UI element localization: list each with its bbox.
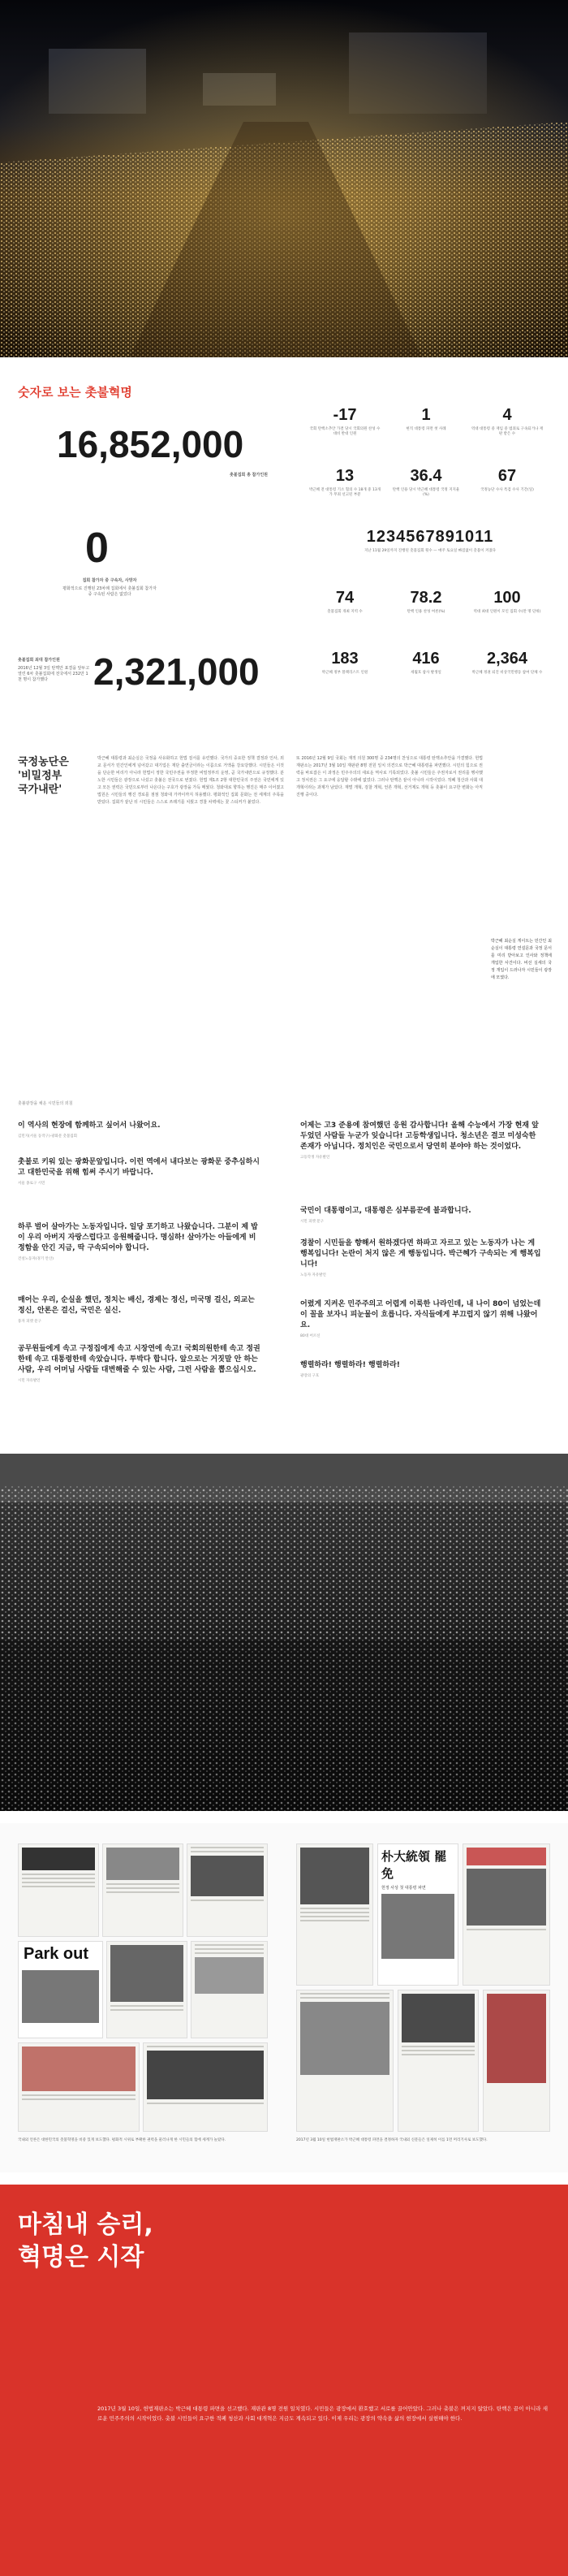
newspaper-clip — [463, 1843, 550, 1986]
quote-right-3: 경찰이 시민들을 향해서 원하겠다면 하파고 자르고 있는 노동자가 나는 게 행복입니다! 논란이 처지 않은 게 행동입니다. 박근혜가 구속되는 게 행복입니다! 노동자 자유발언 — [300, 1239, 541, 1277]
stat-item: 4 역대 대통령 중 재임 중 범죄로 구속되거나 재판 받은 수 — [471, 406, 544, 437]
quote-right-2: 국민이 대통령이고, 대통령은 심부름꾼에 불과합니다. 시민 피켓 문구 — [300, 1207, 471, 1224]
stat-item: 78.2 탄핵 인용 찬성 여론(%) — [407, 589, 445, 614]
newspapers-left-caption: 국내외 언론은 대한민국의 촛불혁명을 비중 있게 보도했다. 평화적 시위로 부패한 권력을 물러나게 한 시민들의 힘에 세계가 놀랐다. — [18, 2138, 226, 2142]
newspaper-clip — [398, 1990, 479, 2132]
closing-title: 마침내 승리, 혁명은 시작 — [18, 2211, 153, 2271]
stat-item: 13 박근혜 전 대통령 기소 혐의 수 18개 중 13개가 무죄 선고된 부분 — [308, 467, 381, 498]
newspaper-clip — [296, 1843, 373, 1986]
park-out-headline: Park out — [24, 1945, 89, 1963]
stat-zero-caption: 집회 참가자 중 구속자, 사망자 — [82, 578, 137, 583]
stat-item: 1 현직 대통령 파면 첫 사례 — [406, 406, 446, 431]
essay-column-1: 박근혜 대통령과 최순실은 국정을 사유화하고 헌법 질서를 유린했다. 국가의 중요한 정책 결정과 인사, 외교 문서가 민간인에게 넘어갔고 대기업은 재단 출연금이라는 이름으로 거액을 강요당했다. 시민들은 이것을 단순한 비리가 아니라 헌법이 정한 국민주권을 부정한 비밀정부의 운영, 곧 국가내란으로 규정했다. 분노한 시민들은 광장으로 나섰고 촛불은 전국으로 번졌다. 헌법 제1조 2항 대한민국의 주권은 국민에게 있고 모든 권력은 국민으로부터 나온다는 구호가 광장을 가득 메웠다. 청와대로 향하는 행진은 매주 이어졌고 법원은 시민들의 행진 경로를 점점 청와대 가까이까지 허용했다. 평화적인 집회 문화는 전 세계의 주목을 받았다. 집회가 끝난 뒤 시민들은 스스로 쓰레기를 치웠고 경찰 차벽에는 꽃 스티커가 붙었다. — [97, 756, 284, 805]
section-title: 숫자로 보는 촛불혁명 — [18, 385, 132, 400]
quote-right-5: 행렬하라! 행렬하라! 행렬하라! 광장의 구호 — [300, 1361, 400, 1378]
stat-item-sequence: 1234567891011 지난 11월 29일까지 진행된 촛불집회 횟수 — 매주 토요일 빠짐없이 촛불이 켜졌다 — [364, 528, 497, 553]
newspaper-impeached — [377, 1843, 458, 1986]
stat-item: 74 촛불집회 개최 지역 수 — [327, 589, 363, 614]
bw-crowd-photo — [0, 1454, 568, 1811]
newspaper-clip — [296, 1990, 394, 2132]
newspaper-clip — [143, 2042, 268, 2132]
newspaper-clip — [483, 1990, 550, 2132]
stat-max-caption-detail: 2016년 12월 3일 탄핵안 표결을 앞두고 열린 6차 촛불집회에 전국에서 232만 1천 명이 참가했다 — [18, 666, 90, 682]
stats-page — [0, 365, 568, 723]
quote-right-1: 어제는 고3 준용에 참여했던 응원 감사합니다! 올해 수능에서 가장 현재 앞두었던 사람들 누군가 잊습니다! 고등학생입니다. 청소년은 결코 미성숙한 존재가 아닙니다. 정치인은 국민으로서 당연히 분야야 하는 것이었다. 고등학생 자유발언 — [300, 1122, 539, 1160]
newspapers-right-caption: 2017년 3월 10일 헌법재판소가 박근혜 대통령 파면을 결정하자 국내외 신문들은 일제히 이를 1면 머리기사로 보도했다. — [296, 2138, 488, 2142]
quotes-page — [0, 1084, 568, 1437]
newspaper-clip — [106, 1941, 187, 2038]
essay-sidebar: 박근혜 최순실 게이트는 민간인 최순실이 대통령 연설문과 국정 문서를 미리 받아보고 인사와 정책에 개입한 사건이다. 비선 실세의 국정 개입이 드러나자 시민들이 광장에 모였다. — [491, 939, 552, 980]
top-crowd-photo — [0, 0, 568, 357]
stat-item: 67 국정농단 수사 특검 수사 기간(일) — [480, 467, 534, 492]
quote-left-3: 하루 벌어 살아가는 노동자입니다. 일당 포기하고 나왔습니다. 그분이 제 밥이 우리 아버지 자랑스럽다고 응원해줍니다. 명심하! 살아가는 아들에게 비정함을 안긴 지금, 딱 구속되어야 합니다. 건설노동자(경기 안산) — [18, 1223, 258, 1261]
stat-item: 100 역대 최대 인원이 모인 집회 수(만 명 단위) — [473, 589, 541, 614]
stat-item: 36.4 탄핵 인용 당시 박근혜 대통령 국정 지지율(%) — [392, 467, 460, 498]
stat-max-participants: 2,321,000 — [93, 650, 260, 693]
quote-right-4: 어렸게 지켜온 민주주의고 어렵게 이룩한 나라인데, 내 나이 80이 넘었는데 이 꼴을 보자니 피눈물이 흐릅니다. 자식들에게 부끄럽지 않기 위해 나왔어요. 80대 어르신 — [300, 1300, 541, 1338]
essay-title: 국정농단은 '비밀정부 국가내란' — [18, 756, 69, 796]
impeached-headline: 朴大統領 罷免 — [381, 1849, 447, 1881]
crowd-photo-image — [0, 0, 568, 357]
closing-page — [0, 2185, 568, 2576]
essay-page — [0, 731, 568, 1072]
newspaper-clip — [191, 1941, 268, 2038]
essay-column-2: 또 2016년 12월 9일 국회는 재적 의원 300명 중 234명의 찬성으로 대통령 탄핵소추안을 가결했다. 헌법재판소는 2017년 3월 10일 재판관 8명 전원 일치 의견으로 박근혜 대통령을 파면했다. 시민의 힘으로 권력을 바로잡은 이 과정은 민주주의의 새로운 역사로 기록되었다. 촛불 시민들은 주권자로서 권리를 행사했고 정치권은 그 요구에 응답할 수밖에 없었다. 그러나 탄핵은 끝이 아니라 시작이었다. 적폐 청산과 사회 대개혁이라는 과제가 남았다. 재벌 개혁, 검찰 개혁, 언론 개혁, 선거제도 개혁 등 촛불이 요구한 변화는 아직 진행 중이다. — [296, 756, 483, 797]
newspaper-clip — [102, 1843, 183, 1937]
stat-item: 416 세월호 참사 발생일 — [411, 650, 441, 675]
stat-item: 183 박근혜 정부 블랙리스트 인원 — [321, 650, 368, 675]
stat-item: -17 국회 탄핵소추안 가결 당시 국회의원 찬성 수 대비 반대 인원 — [309, 406, 381, 437]
newspaper-park-out — [18, 1941, 103, 2038]
newspapers-page — [0, 1823, 568, 2172]
bw-crowd-image — [0, 1454, 568, 1811]
stat-max-caption: 촛불집회 최대 참가인원 — [18, 658, 60, 663]
quote-left-4: 매어는 우리, 순실을 했던, 정치는 배신, 경제는 정신, 미국명 걸신, 외교는 정신, 안론은 걸신, 국민은 실신. 풍자 피켓 문구 — [18, 1296, 255, 1324]
stat-zero-caption-detail: 평화적으로 진행된 23차례 집회에서 촛불집회 참가자 중 구속된 사람은 없었다 — [62, 586, 157, 597]
quotes-header: 촛불광장을 채운 시민들의 외침 — [18, 1101, 73, 1106]
quote-left-5: 공무원들에게 속고 구정집에게 속고 시장연에 속고! 국회의원한테 속고 정권한테 속고 대통령한테 속았습니다. 투박다 합니다. 앞으로는 거짓말 안 하는 사람, 우리 어머님 사람들 대변해줄 수 있는 사람, 그런 사람을 뽑으십시오. 시민 자유발언 — [18, 1345, 260, 1383]
newspaper-clip — [18, 2042, 140, 2132]
newspaper-clip — [18, 1843, 99, 1937]
newspaper-clip — [187, 1843, 268, 1937]
closing-body: 2017년 3월 10일, 헌법재판소는 박근혜 대통령 파면을 선고했다. 재판관 8명 전원 일치였다. 시민들은 광장에서 환호했고 서로를 끌어안았다. 그러나 촛불은 꺼지지 않았다. 탄핵은 끝이 아니라 새로운 민주주의의 시작이었다. 촛불 시민들이 요구한 적폐 청산과 사회 대개혁은 지금도 계속되고 있다. 이제 우리는 광장의 약속을 삶의 현장에서 실현해야 한다. — [97, 2405, 548, 2422]
stat-total-caption: 촛불집회 총 참가인원 — [230, 473, 268, 478]
stat-zero: 0 — [85, 525, 109, 572]
impeached-subheadline: 헌정 사상 첫 대통령 파면 — [381, 1886, 426, 1891]
stat-item: 2,364 박근혜 정권 퇴진 비상국민행동 참여 단체 수 — [471, 650, 543, 675]
quote-left-1: 이 역사의 현장에 함께하고 싶어서 나왔어요. 김민지(서울 동작구)·광화문 촛불집회 — [18, 1122, 161, 1139]
quote-left-2: 촛불로 키워 있는 광화문앞입니다. 이런 역에서 내다보는 광화문 중추심하시고 대한민국을 위해 힘써 주시기 바랍니다. 서울 종로구 시민 — [18, 1158, 260, 1186]
stat-total-participants: 16,852,000 — [57, 423, 244, 465]
